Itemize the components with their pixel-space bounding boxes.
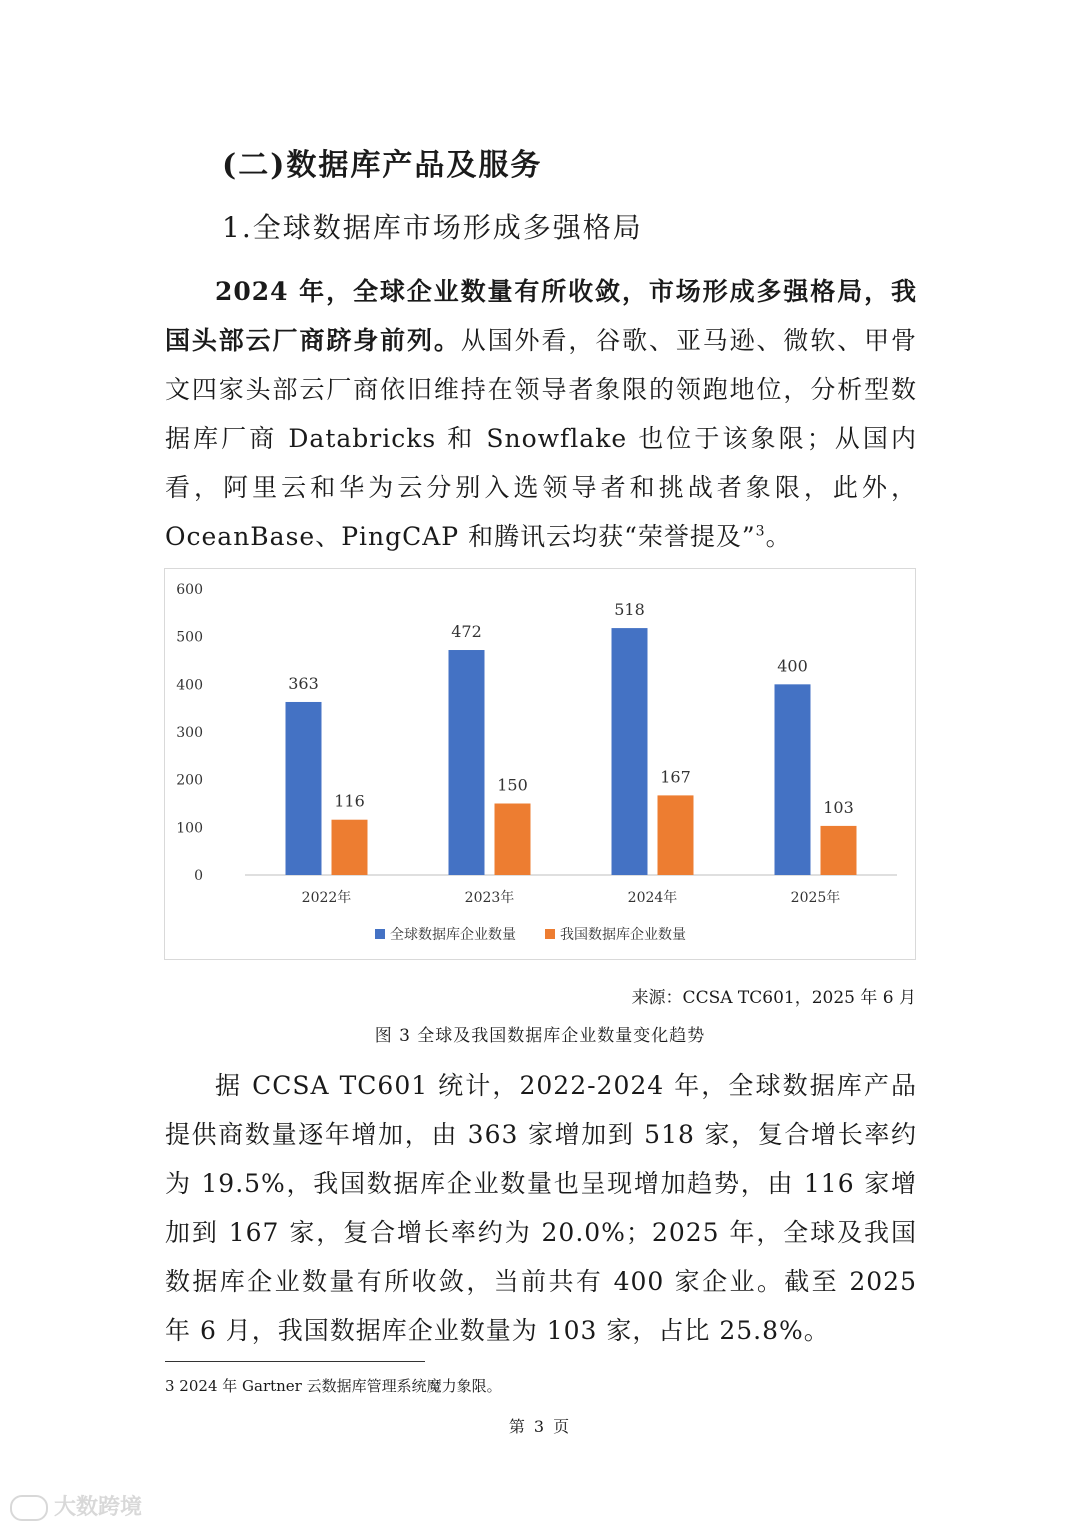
watermark xyxy=(10,1490,142,1521)
bar-chart xyxy=(164,568,916,960)
bar-global xyxy=(775,684,811,875)
paragraph-intro-bold: 2024 年，全球企业数量有所收敛，市场形成多强格局，我国头部云厂商跻身前列。 xyxy=(165,277,917,355)
paragraph-intro xyxy=(165,267,917,561)
paragraph-intro-body: 从国外看，谷歌、亚马逊、微软、甲骨文四家头部云厂商依旧维持在领导者象限的领跑地位，分析型数据库厂商 Databricks 和 Snowflake 也位于该象限；从国内看，阿里云和华为云分别入选领导者和挑战者象限，此外，OceanBase、PingCAP 和腾讯云均获“荣誉提及” xyxy=(165,326,917,551)
bar-global xyxy=(286,702,322,875)
legend-label: 我国数据库企业数量 xyxy=(560,927,686,943)
y-tick-label: 300 xyxy=(176,725,203,741)
bar-china xyxy=(821,826,857,875)
data-label: 472 xyxy=(451,622,482,642)
legend-swatch xyxy=(375,929,385,939)
y-tick-label: 100 xyxy=(176,820,203,837)
x-tick-label: 2024年 xyxy=(627,890,678,906)
watermark-text: 大数跨境 xyxy=(54,1495,143,1520)
paragraph-stats: 据 CCSA TC601 统计，2022-2024 年，全球数据库产品提供商数量逐年增加，由 363 家增加到 518 家，复合增长率约为 19.5%，我国数据库企业数量也呈现增加趋势，由 116 家增加到 167 家，复合增长率约为 20.0%；2025 年，全球及我国数据库企业数量有所收敛，当前共有 400 家企业。截至 2025 年 6 月，我国数据库企业数量为 103 家，占比 25.8%。 xyxy=(165,1071,917,1345)
footnote: 3 2024 年 Gartner 云数据库管理系统魔力象限。 xyxy=(165,1377,502,1395)
data-label: 518 xyxy=(614,600,645,620)
y-tick-label: 400 xyxy=(176,677,203,694)
source-note: 来源：CCSA TC601，2025 年 6 月 xyxy=(631,988,916,1008)
figure-caption: 图 3 全球及我国数据库企业数量变化趋势 xyxy=(374,1026,706,1046)
data-label: 400 xyxy=(777,656,808,676)
x-tick-label: 2025年 xyxy=(790,890,841,906)
y-tick-label: 600 xyxy=(176,582,203,598)
bar-chart-svg xyxy=(165,569,917,961)
legend-swatch xyxy=(545,929,555,939)
legend-label: 全球数据库企业数量 xyxy=(390,927,516,943)
subheading: 1.全球数据库市场形成多强格局 xyxy=(222,211,643,244)
paragraph-intro-end: 。 xyxy=(765,522,792,551)
footnote-ref: 3 xyxy=(755,523,766,540)
bar-china xyxy=(658,795,694,875)
bar-global xyxy=(449,650,485,875)
section-heading: (二)数据库产品及服务 xyxy=(222,148,543,183)
bar-china xyxy=(495,804,531,876)
data-label: 116 xyxy=(334,791,365,811)
page-number: 第 3 页 xyxy=(508,1417,572,1436)
watermark-logo-icon xyxy=(10,1495,48,1521)
footnote-divider xyxy=(165,1361,425,1362)
bar-china xyxy=(332,820,368,875)
data-label: 150 xyxy=(497,775,528,795)
y-tick-label: 0 xyxy=(194,868,203,884)
y-tick-label: 500 xyxy=(176,629,203,646)
y-tick-label: 200 xyxy=(176,772,203,789)
x-tick-label: 2022年 xyxy=(301,890,352,906)
data-label: 103 xyxy=(823,797,854,817)
data-label: 167 xyxy=(660,767,691,787)
data-label: 363 xyxy=(288,673,319,693)
bar-global xyxy=(612,628,648,875)
x-tick-label: 2023年 xyxy=(464,890,515,906)
